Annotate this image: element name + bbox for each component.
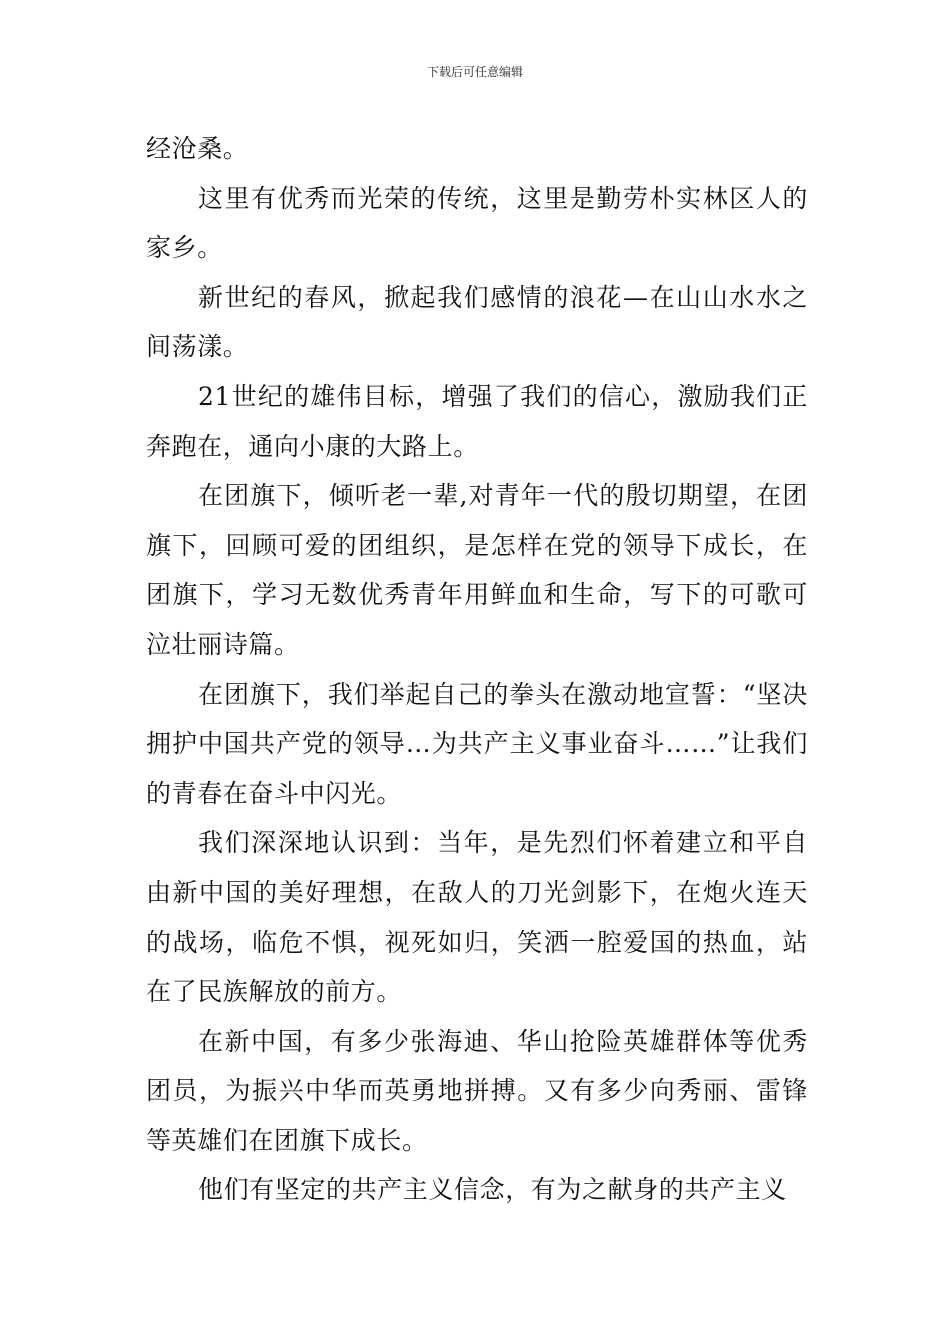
- paragraph: 我们深深地认识到：当年，是先烈们怀着建立和平自由新中国的美好理想，在敌人的刀光剑影下，在炮火连天的战场，临危不惧，视死如归，笑洒一腔爱国的热血，站在了民族解放的前方。: [146, 828, 808, 1007]
- paragraph: 在团旗下，倾听老一辈,对青年一代的殷切期望，在团旗下，回顾可爱的团组织，是怎样在党的领导下成长，在团旗下，学习无数优秀青年用鲜血和生命，写下的可歌可泣壮丽诗篇。: [146, 481, 808, 659]
- paragraph: 21世纪的雄伟目标，增强了我们的信心，激励我们正奔跑在，通向小康的大路上。: [146, 381, 808, 461]
- paragraph: 在新中国，有多少张海迪、华山抢险英雄群体等优秀团员，为振兴中华而英勇地拼搏。又有多少向秀丽、雷锋等英雄们在团旗下成长。: [146, 1026, 808, 1155]
- paragraph: 新世纪的春风，掀起我们感情的浪花—在山山水水之间荡漾。: [146, 282, 808, 362]
- document-body: [146, 124, 808, 1215]
- paragraph: 他们有坚定的共产主义信念，有为之献身的共产主义: [198, 1175, 787, 1205]
- page-header: 下载后可任意编辑: [426, 65, 523, 79]
- paragraph-continuation: 经沧桑。: [146, 134, 249, 163]
- paragraph: 在团旗下，我们举起自己的拳头在激动地宣誓：“坚决拥护中国共产党的领导…为共产主义事业奋斗……”让我们的青春在奋斗中闪光。: [146, 679, 808, 808]
- paragraph: 这里有优秀而光荣的传统，这里是勤劳朴实林区人的家乡。: [146, 183, 808, 263]
